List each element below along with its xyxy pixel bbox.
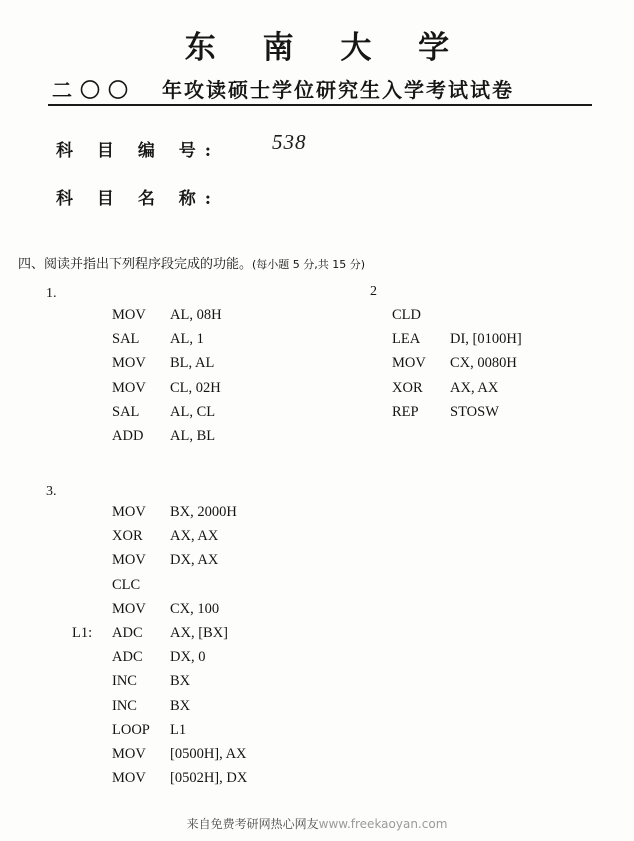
code-line [72,645,247,669]
mnemonic: REP [392,403,419,420]
code-line [392,376,522,400]
exam-title-text: 年攻读硕士学位研究生入学考试试卷 [162,78,514,102]
mnemonic: ADC [112,649,143,666]
operands: AL, BL [170,427,216,444]
program-1-number: 1. [46,286,57,301]
code-line [72,548,247,572]
operands: [0502H], DX [170,770,248,787]
mnemonic: INC [112,673,137,690]
question-heading [18,253,365,272]
code-line [72,718,247,742]
program-3-code [72,500,247,790]
operands: BL, AL [170,355,215,372]
mnemonic: MOV [112,307,146,323]
mnemonic: MOV [392,355,426,372]
program-1-code [112,303,222,448]
code-line [72,742,247,766]
code-line [392,327,522,351]
code-line [392,351,522,375]
code-line [72,621,247,645]
code-line [112,351,222,375]
mnemonic: MOV [112,355,146,372]
exam-title-line [52,74,592,103]
mnemonic: MOV [112,504,146,520]
operands: CL, 02H [170,379,221,396]
code-line [72,766,247,790]
code-line [392,400,522,424]
program-2-code [392,303,522,424]
operands: DX, 0 [170,649,206,666]
code-line [112,303,222,327]
code-line [72,524,247,548]
program-3-number: 3. [46,484,57,499]
question-heading-score: (每小题 5 分,共 15 分) [252,258,366,271]
header-divider [48,104,592,106]
code-line [112,327,222,351]
operands: STOSW [450,403,499,420]
mnemonic: XOR [392,379,423,396]
operands: BX [170,673,191,690]
mnemonic: MOV [112,552,146,569]
code-line [112,424,222,448]
mnemonic: MOV [112,379,146,396]
operands: BX, 2000H [170,504,237,520]
code-line [72,500,247,524]
code-line [72,573,247,597]
operands: AL, 1 [170,331,204,348]
operands: AL, 08H [170,307,222,323]
mnemonic: ADC [112,624,143,641]
program-2-number: 2 [370,284,377,299]
operands: CX, 100 [170,600,220,617]
mnemonic: ADD [112,427,144,444]
code-line [112,376,222,400]
mnemonic: CLD [392,307,421,323]
mnemonic: INC [112,697,137,714]
operands: AX, AX [170,528,219,545]
mnemonic: LOOP [112,721,150,738]
footer-text: 来自免费考研网热心网友 [186,817,319,831]
code-label: L1: [72,624,93,641]
university-title: 东 南 大 学 [184,30,468,66]
operands: CX, 0080H [450,355,517,372]
operands: L1 [170,721,187,738]
code-line [72,669,247,693]
exam-year-prefix: 二〇〇 [52,78,136,102]
code-line [392,303,522,327]
operands: AX, [BX] [170,624,228,641]
code-line [72,597,247,621]
subject-code-label: 科 目 编 号: [56,141,221,161]
subject-code-value: 538 [272,130,307,154]
operands: AL, CL [170,403,216,420]
subject-name-label: 科 目 名 称: [56,189,221,209]
code-line [112,400,222,424]
mnemonic: SAL [112,331,140,348]
mnemonic: MOV [112,770,146,787]
mnemonic: LEA [392,331,421,348]
operands: DI, [0100H] [450,331,522,348]
operands: BX [170,697,191,714]
operands: AX, AX [450,379,499,396]
footer-url: www.freekaoyan.com [318,817,448,831]
mnemonic: CLC [112,576,141,593]
operands: DX, AX [170,552,219,569]
mnemonic: MOV [112,600,146,617]
code-line [72,694,247,718]
mnemonic: SAL [112,403,140,420]
operands: [0500H], AX [170,745,247,762]
footer-watermark [0,815,634,832]
mnemonic: MOV [112,745,146,762]
question-heading-main: 四、阅读并指出下列程序段完成的功能。 [18,257,253,272]
mnemonic: XOR [112,528,143,545]
